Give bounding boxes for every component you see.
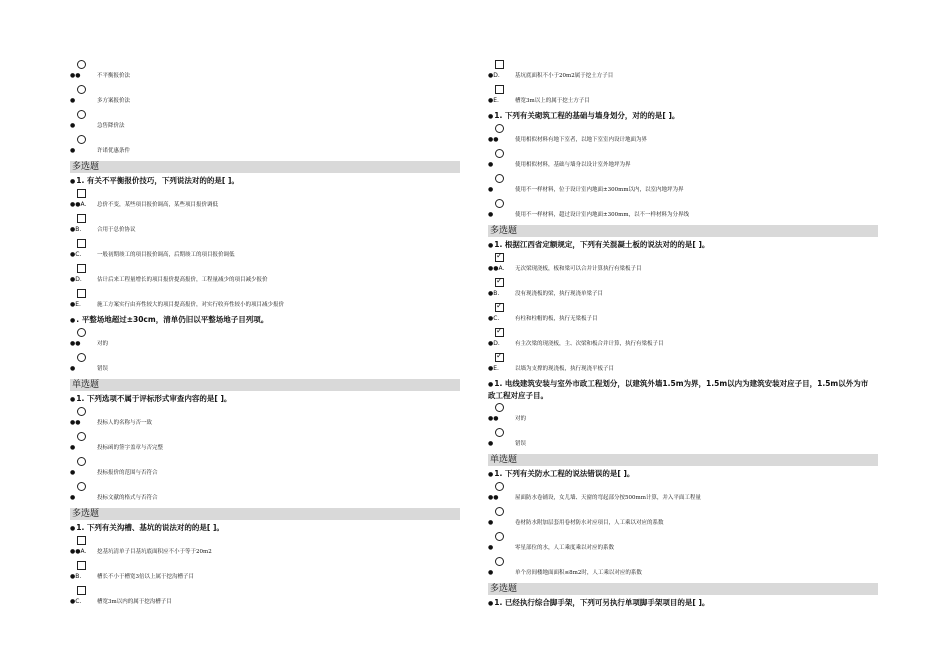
question-text [70, 175, 460, 187]
bullet-icon: ● [70, 525, 76, 532]
checked-checkbox[interactable] [495, 353, 504, 362]
option-row[interactable] [70, 353, 460, 378]
option-text: 基坑底面积不小于20m2属于挖土方子目 [515, 73, 614, 79]
bullet-icon: ●C. [70, 251, 82, 258]
option-row[interactable] [488, 507, 878, 532]
bullet-icon: ●D. [488, 72, 500, 79]
option-text: 有柱和柱帽的板，执行无梁板子目 [515, 316, 598, 322]
question-text [488, 468, 878, 480]
option-text: 使用不一样材料，位于设计室内地面±300mm以内，以室内地坪为界 [515, 187, 684, 193]
bullet-icon: ● [70, 317, 76, 324]
radio-button[interactable] [77, 482, 86, 491]
question-label: 1. 电线建筑安装与室外市政工程划分，以建筑外墙1.5m为界，1.5m以内为建筑安装对应子目，1.5m以外为市 [494, 379, 869, 388]
option-letter: A. [80, 548, 87, 555]
option-row[interactable] [70, 407, 460, 432]
bullet-icon: ● [488, 186, 494, 193]
checked-checkbox[interactable] [495, 303, 504, 312]
question-label-continued: 政工程对应子目。 [488, 391, 548, 400]
bullet-icon: ●● [70, 340, 81, 347]
question-label: 1. 有关不平衡报价技巧，下列说法对的的是[ ]。 [76, 176, 239, 185]
option-letter: E. [493, 97, 499, 104]
radio-button[interactable] [495, 507, 504, 516]
radio-button[interactable] [77, 432, 86, 441]
option-row[interactable] [70, 239, 460, 264]
option-text: 对的 [515, 416, 527, 422]
bullet-icon: ●C. [70, 598, 82, 605]
bullet-icon: ● [488, 161, 494, 168]
section-header: 多选题 [488, 583, 878, 595]
checkbox[interactable] [495, 60, 504, 69]
bullet-icon: ●●A. [70, 548, 87, 555]
checked-checkbox[interactable] [495, 328, 504, 337]
bullet-icon: ●C. [488, 315, 500, 322]
option-row[interactable] [488, 328, 878, 353]
option-text: 投标函的签字盖章与否完整 [97, 445, 164, 451]
option-row[interactable] [488, 124, 878, 149]
bullet-icon: ● [488, 600, 494, 607]
checkbox[interactable] [77, 214, 86, 223]
bullet-icon: ●● [70, 419, 81, 426]
section-header: 多选题 [70, 508, 460, 520]
bullet-icon: ● [488, 440, 494, 447]
radio-button[interactable] [495, 428, 504, 437]
bullet-icon: ●B. [70, 226, 82, 233]
option-letter: A. [80, 201, 87, 208]
bullet-icon: ●E. [488, 365, 499, 372]
bullet-icon: ● [488, 113, 494, 120]
option-row[interactable] [488, 428, 878, 453]
checked-checkbox[interactable] [495, 278, 504, 287]
option-row[interactable] [488, 303, 878, 328]
option-row[interactable] [488, 403, 878, 428]
radio-button[interactable] [495, 482, 504, 491]
bullet-icon: ●E. [70, 301, 81, 308]
option-text: 施工方案实行由弃性较大的项目提高报价，对实行收弃性较小的项目减少报价 [97, 302, 285, 308]
option-row[interactable] [70, 482, 460, 507]
bullet-icon: ● [70, 178, 76, 185]
question-text [70, 314, 460, 326]
bullet-icon: ●● [70, 72, 81, 79]
option-row[interactable] [70, 60, 460, 85]
option-row[interactable] [488, 174, 878, 199]
checked-checkbox[interactable] [495, 253, 504, 262]
question-label: . 平整场地超过±30cm，清单仍旧以平整场地子目列项。 [76, 315, 269, 324]
option-text: 投标人的名称与否一致 [97, 420, 153, 426]
option-text: 槽宽3m以上的属于挖土方子目 [515, 98, 590, 104]
bullet-icon: ● [488, 211, 494, 218]
option-text: 投标文献的格式与否符合 [97, 495, 158, 501]
option-row[interactable] [488, 278, 878, 303]
option-text: 槽长不小于槽宽3倍以上属于挖沟槽子目 [97, 574, 195, 580]
option-letter: C. [75, 598, 82, 605]
bullet-icon: ●● [488, 494, 499, 501]
section-header: 多选题 [488, 225, 878, 237]
option-row[interactable] [70, 586, 460, 611]
bullet-icon: ●● [488, 415, 499, 422]
bullet-icon: ●● [488, 136, 499, 143]
bullet-icon: ● [70, 147, 76, 154]
bullet-icon: ●B. [70, 573, 82, 580]
option-text: 以墙为支撑的现浇板，执行现浇平板子目 [515, 366, 615, 372]
option-row[interactable] [70, 135, 460, 160]
checkbox[interactable] [77, 561, 86, 570]
bullet-icon: ● [488, 242, 494, 249]
bullet-icon: ● [488, 381, 494, 388]
question-label: 1. 下列有关砌筑工程的基础与墙身划分，对的的是[ ]。 [494, 111, 680, 120]
option-text: 错误 [515, 441, 527, 447]
option-row[interactable] [70, 328, 460, 353]
option-row[interactable] [70, 214, 460, 239]
bullet-icon: ●D. [488, 340, 500, 347]
radio-button[interactable] [495, 532, 504, 541]
bullet-icon: ● [70, 365, 76, 372]
option-text: 急售降价法 [97, 123, 125, 129]
option-text: 对的 [97, 341, 109, 347]
bullet-icon: ●●A. [70, 201, 87, 208]
bullet-icon: ● [488, 544, 494, 551]
option-text: 使用相似材料，基础与墙身以设计室外地坪为界 [515, 162, 631, 168]
option-letter: B. [493, 290, 500, 297]
option-text: 单个房间楼地面面积≤8m2时，人工乘以对应的系数 [515, 570, 642, 576]
option-letter: D. [493, 340, 500, 347]
question-label: 1. 根据江西省定额规定，下列有关混凝土板的说法对的的是[ ]。 [494, 240, 710, 249]
option-text: 没有现浇板的梁，执行现浇单梁子目 [515, 291, 604, 297]
section-header: 单选题 [488, 454, 878, 466]
question-label: 1. 下列选项不属于评标形式审查内容的是[ ]。 [76, 394, 232, 403]
bullet-icon: ●B. [488, 290, 500, 297]
radio-button[interactable] [77, 328, 86, 337]
bullet-icon: ● [488, 569, 494, 576]
option-text: 零星部位的水，人工乘度乘以对应的系数 [515, 545, 615, 551]
question-text [70, 522, 460, 534]
option-text: 使用相似材料有地下室者，以地下室室内设计地面为界 [515, 137, 648, 143]
radio-button[interactable] [495, 124, 504, 133]
option-text: 有主次梁的现浇板，主、次梁和板合并计算，执行有梁板子目 [515, 341, 664, 347]
option-letter: D. [75, 276, 82, 283]
section-header: 单选题 [70, 379, 460, 391]
option-row[interactable] [70, 264, 460, 289]
checkbox[interactable] [77, 264, 86, 273]
option-row[interactable] [70, 189, 460, 214]
question-text [488, 597, 878, 609]
radio-button[interactable] [77, 457, 86, 466]
radio-button[interactable] [495, 557, 504, 566]
option-text: 挖基坑清单子目基坑底面积应不小于等于20m2 [97, 549, 212, 555]
option-text: 不平衡报价法 [97, 73, 131, 79]
option-text: 卷材防水附加层套用卷材防水对应项目，人工乘以对应的系数 [515, 520, 664, 526]
option-row[interactable] [488, 85, 878, 110]
option-row[interactable] [488, 199, 878, 224]
bullet-icon: ●D. [70, 276, 82, 283]
option-row[interactable] [488, 557, 878, 582]
bullet-icon: ● [70, 469, 76, 476]
question-text [488, 378, 878, 401]
radio-button[interactable] [77, 60, 86, 69]
option-text: 合用于总价协议 [97, 227, 136, 233]
option-row[interactable] [488, 353, 878, 378]
radio-button[interactable] [77, 407, 86, 416]
checkbox[interactable] [77, 289, 86, 298]
option-text: 估计后来工程量增长的项目报价提高报价，工程量减少的项目减少报价 [97, 277, 268, 283]
radio-button[interactable] [77, 110, 86, 119]
option-row[interactable] [488, 60, 878, 85]
section-header: 多选题 [70, 161, 460, 173]
bullet-icon: ● [70, 494, 76, 501]
checkbox[interactable] [77, 189, 86, 198]
right-column [488, 60, 878, 611]
bullet-icon: ● [488, 471, 494, 478]
radio-button[interactable] [495, 149, 504, 158]
checkbox[interactable] [77, 586, 86, 595]
option-text: 总价不变，某些项目报价调高，某些项目报价调低 [97, 202, 219, 208]
option-text: 使用不一样材料，超过设计室内地面±300mm，以不一样材料为分界线 [515, 212, 690, 218]
option-text: 屋面防水卷铺设，女儿墙、天窗的弯起部分按500mm计算，并入平面工程量 [515, 495, 701, 501]
option-text: 无次梁现浇板，板和梁可以合并计算执行有梁板子目 [515, 266, 642, 272]
option-row[interactable] [70, 432, 460, 457]
option-row[interactable] [70, 85, 460, 110]
option-text: 投标报价的范围与否符合 [97, 470, 158, 476]
option-row[interactable] [488, 253, 878, 278]
option-letter: C. [493, 315, 500, 322]
radio-button[interactable] [77, 85, 86, 94]
question-text [488, 110, 878, 122]
bullet-icon: ● [70, 97, 76, 104]
question-text [70, 393, 460, 405]
option-text: 一般初期竣工的项目报价调高，后期竣工的项目报价调低 [97, 252, 235, 258]
option-text: 槽宽3m以内的属于挖沟槽子目 [97, 599, 172, 605]
bullet-icon: ● [70, 444, 76, 451]
option-text: 多方案报价法 [97, 98, 131, 104]
option-letter: A. [498, 265, 505, 272]
option-letter: B. [75, 573, 82, 580]
question-label: 1. 下列有关沟槽、基坑的说法对的的是[ ]。 [76, 523, 224, 532]
checkbox[interactable] [495, 85, 504, 94]
option-letter: D. [493, 72, 500, 79]
checkbox[interactable] [77, 239, 86, 248]
option-row[interactable] [488, 149, 878, 174]
option-row[interactable] [70, 457, 460, 482]
bullet-icon: ●E. [488, 97, 499, 104]
radio-button[interactable] [77, 135, 86, 144]
bullet-icon: ●●A. [488, 265, 505, 272]
question-label: 1. 下列有关防水工程的说法错误的是[ ]。 [494, 469, 635, 478]
radio-button[interactable] [495, 174, 504, 183]
radio-button[interactable] [495, 199, 504, 208]
option-letter: E. [493, 365, 499, 372]
option-row[interactable] [488, 482, 878, 507]
bullet-icon: ● [70, 396, 76, 403]
question-text [488, 239, 878, 251]
radio-button[interactable] [495, 403, 504, 412]
bullet-icon: ● [488, 519, 494, 526]
left-column [70, 60, 460, 611]
option-row[interactable] [70, 289, 460, 314]
option-text: 许诺优惠条件 [97, 148, 131, 154]
option-letter: C. [75, 251, 82, 258]
radio-button[interactable] [77, 353, 86, 362]
bullet-icon: ● [70, 122, 76, 129]
option-letter: B. [75, 226, 82, 233]
option-row[interactable] [488, 532, 878, 557]
option-row[interactable] [70, 561, 460, 586]
option-row[interactable] [70, 536, 460, 561]
checkbox[interactable] [77, 536, 86, 545]
option-letter: E. [75, 301, 81, 308]
question-label: 1. 已经执行综合脚手架，下列可另执行单项脚手架项目的是[ ]。 [494, 598, 710, 607]
option-row[interactable] [70, 110, 460, 135]
option-text: 错误 [97, 366, 109, 372]
